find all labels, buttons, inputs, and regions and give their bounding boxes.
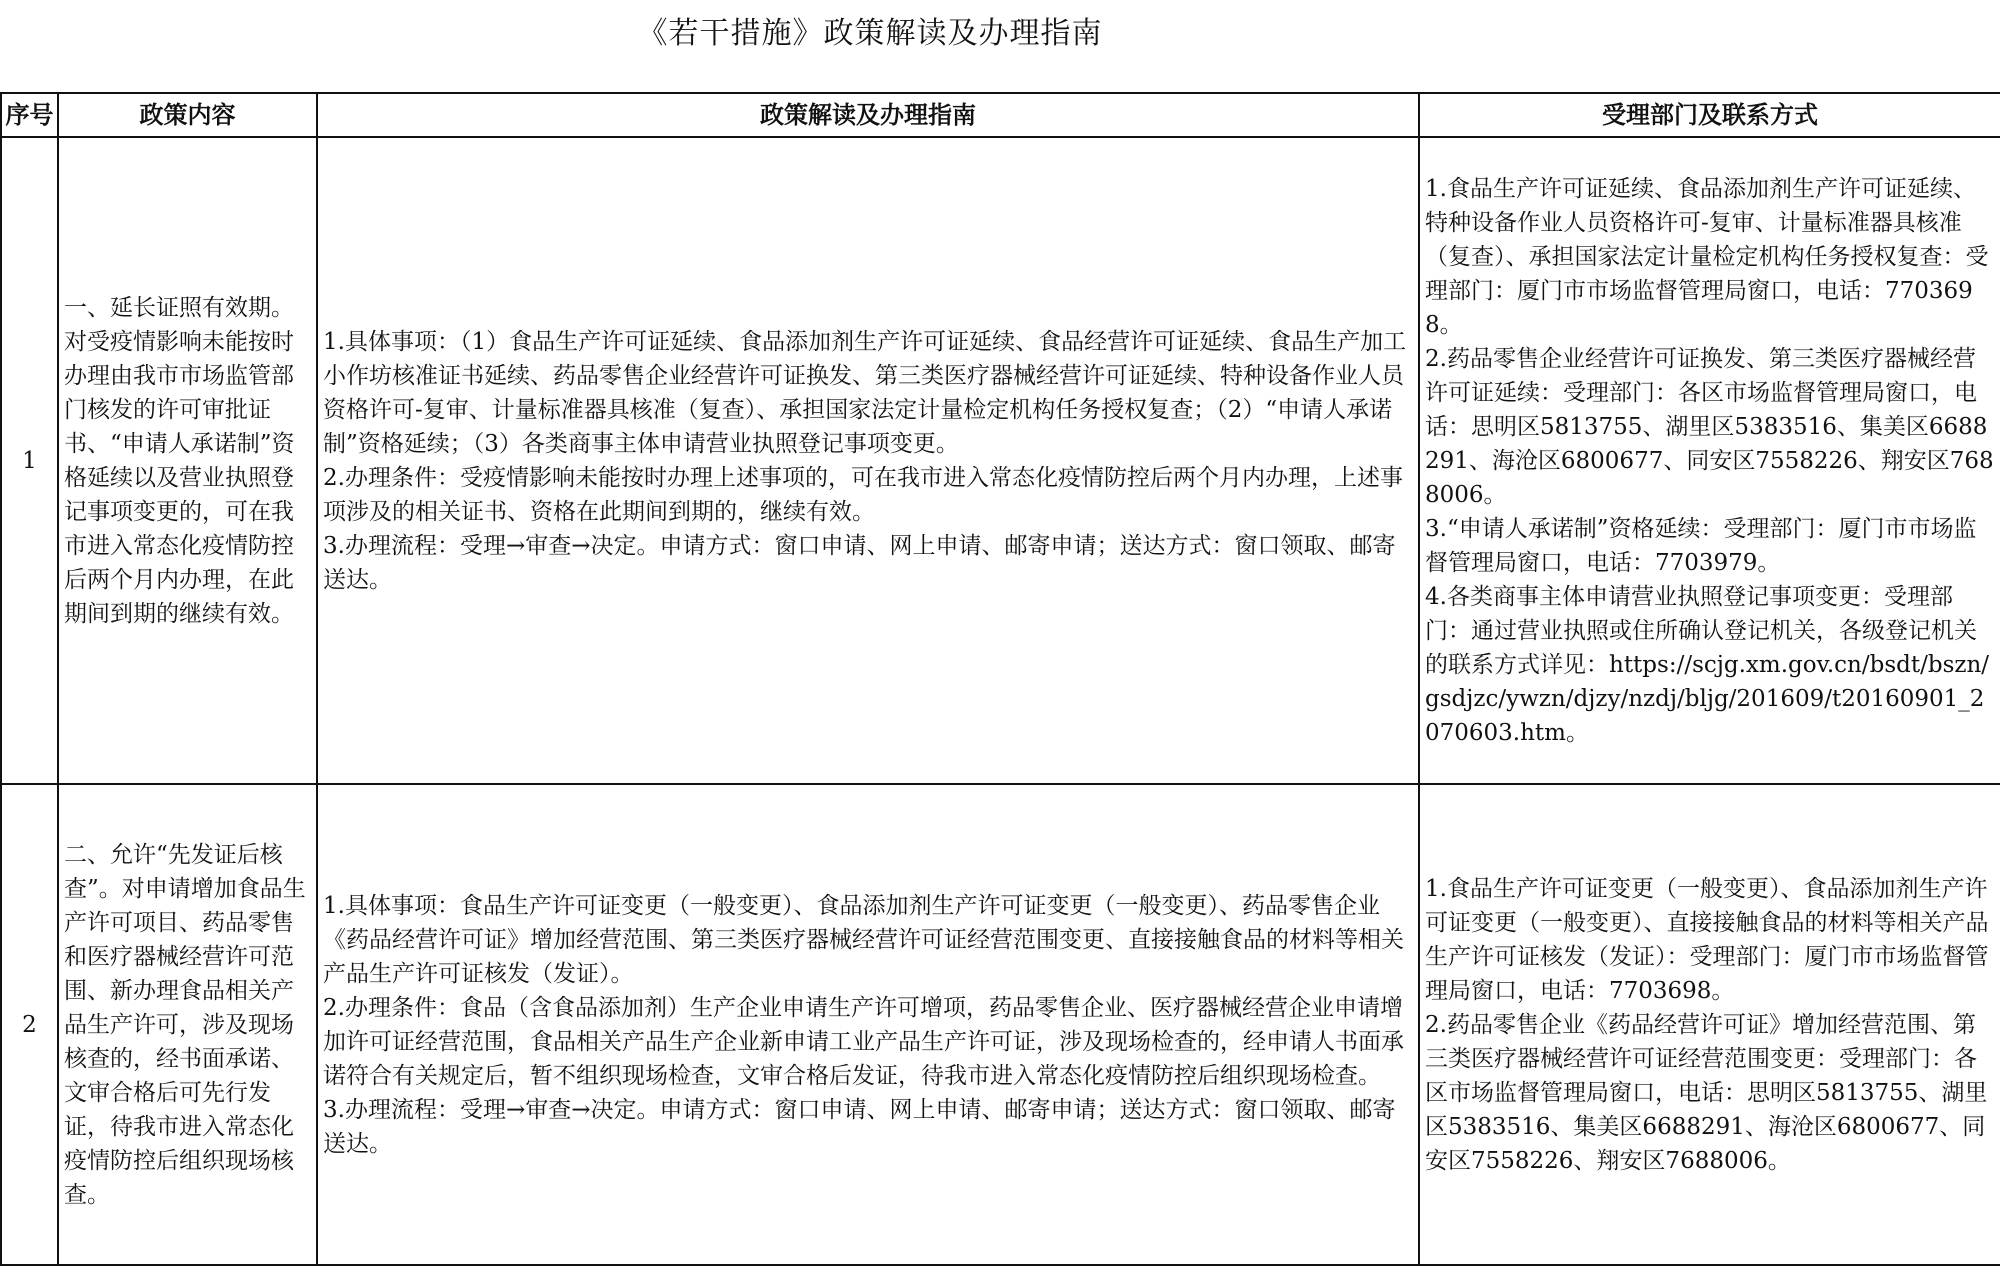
guide-item: 1.具体事项：食品生产许可证变更（一般变更）、食品添加剂生产许可证变更（一般变更）、药品零售企业《药品经营许可证》增加经营范围、第三类医疗器械经营许可证经营范围变更、直接接触食品的材料等相关产品生产许可证核发（发证）。 bbox=[323, 892, 1404, 987]
department-contacts bbox=[1419, 784, 2000, 1265]
department-contacts bbox=[1419, 137, 2000, 784]
table-header-row bbox=[1, 93, 2000, 137]
policy-content: 二、允许“先发证后核查”。对申请增加食品生产许可项目、药品零售和医疗器械经营许可范围、新办理食品相关产品生产许可，涉及现场核查的，经书面承诺、文审合格后可先行发证，待我市进入常态化疫情防控后组织现场核查。 bbox=[58, 784, 317, 1265]
guide-item: 1.具体事项：（1）食品生产许可证延续、食品添加剂生产许可证延续、食品经营许可证延续、食品生产加工小作坊核准证书延续、药品零售企业经营许可证换发、第三类医疗器械经营许可证延续、特种设备作业人员资格许可-复审、计量标准器具核准（复查）、承担国家法定计量检定机构任务授权复查；（2）“申请人承诺制”资格延续；（3）各类商事主体申请营业执照登记事项变更。 bbox=[323, 328, 1407, 457]
policy-guide bbox=[317, 784, 1419, 1265]
row-number: 1 bbox=[1, 137, 58, 784]
dept-item: 1.食品生产许可证变更（一般变更）、食品添加剂生产许可证变更（一般变更）、直接接触食品的材料等相关产品生产许可证核发（发证）：受理部门：厦门市市场监督管理局窗口，电话：7703698。 bbox=[1425, 875, 1989, 1004]
guide-item: 3.办理流程：受理→审查→决定。申请方式：窗口申请、网上申请、邮寄申请；送达方式：窗口领取、邮寄送达。 bbox=[323, 1096, 1396, 1157]
guide-item: 2.办理条件：受疫情影响未能按时办理上述事项的，可在我市进入常态化疫情防控后两个月内办理，上述事项涉及的相关证书、资格在此期间到期的，继续有效。 bbox=[323, 464, 1403, 525]
header-dept: 受理部门及联系方式 bbox=[1419, 93, 2000, 137]
dept-item: 3.“申请人承诺制”资格延续：受理部门：厦门市市场监督管理局窗口，电话：7703979。 bbox=[1425, 515, 1977, 576]
policy-table bbox=[0, 92, 2000, 1266]
header-guide: 政策解读及办理指南 bbox=[317, 93, 1419, 137]
guide-item: 2.办理条件：食品（含食品添加剂）生产企业申请生产许可增项，药品零售企业、医疗器械经营企业申请增加许可证经营范围，食品相关产品生产企业新申请工业产品生产许可证，涉及现场检查的，经申请人书面承诺符合有关规定后，暂不组织现场检查，文审合格后发证，待我市进入常态化疫情防控后组织现场检查。 bbox=[323, 994, 1404, 1089]
dept-item: 4.各类商事主体申请营业执照登记事项变更：受理部门：通过营业执照或住所确认登记机关，各级登记机关的联系方式详见：https://scjg.xm.gov.cn/bsdt/bszn/gsdjzc/ywzn/djzy/nzdj/bljg/201609/t20160901_2070603.htm。 bbox=[1425, 583, 1990, 746]
row-number: 2 bbox=[1, 784, 58, 1265]
policy-guide bbox=[317, 137, 1419, 784]
dept-item: 1.食品生产许可证延续、食品添加剂生产许可证延续、特种设备作业人员资格许可-复审、计量标准器具核准（复查）、承担国家法定计量检定机构任务授权复查：受理部门：厦门市市场监督管理局窗口，电话：7703698。 bbox=[1425, 175, 1989, 338]
header-no: 序号 bbox=[1, 93, 58, 137]
table-row bbox=[1, 137, 2000, 784]
header-content: 政策内容 bbox=[58, 93, 317, 137]
dept-item: 2.药品零售企业《药品经营许可证》增加经营范围、第三类医疗器械经营许可证经营范围变更：受理部门：各区市场监督管理局窗口，电话：思明区5813755、湖里区5383516、集美区6688291、海沧区6800677、同安区7558226、翔安区7688006。 bbox=[1425, 1011, 1988, 1174]
page-title: 《若干措施》政策解读及办理指南 bbox=[637, 16, 1103, 51]
dept-item: 2.药品零售企业经营许可证换发、第三类医疗器械经营许可证延续：受理部门：各区市场监督管理局窗口，电话：思明区5813755、湖里区5383516、集美区6688291、海沧区6800677、同安区7558226、翔安区7688006。 bbox=[1425, 345, 1994, 508]
table-row bbox=[1, 784, 2000, 1265]
policy-content: 一、延长证照有效期。对受疫情影响未能按时办理由我市市场监管部门核发的许可审批证书、“申请人承诺制”资格延续以及营业执照登记事项变更的，可在我市进入常态化疫情防控后两个月内办理，在此期间到期的继续有效。 bbox=[58, 137, 317, 784]
guide-item: 3.办理流程：受理→审查→决定。申请方式：窗口申请、网上申请、邮寄申请；送达方式：窗口领取、邮寄送达。 bbox=[323, 532, 1396, 593]
